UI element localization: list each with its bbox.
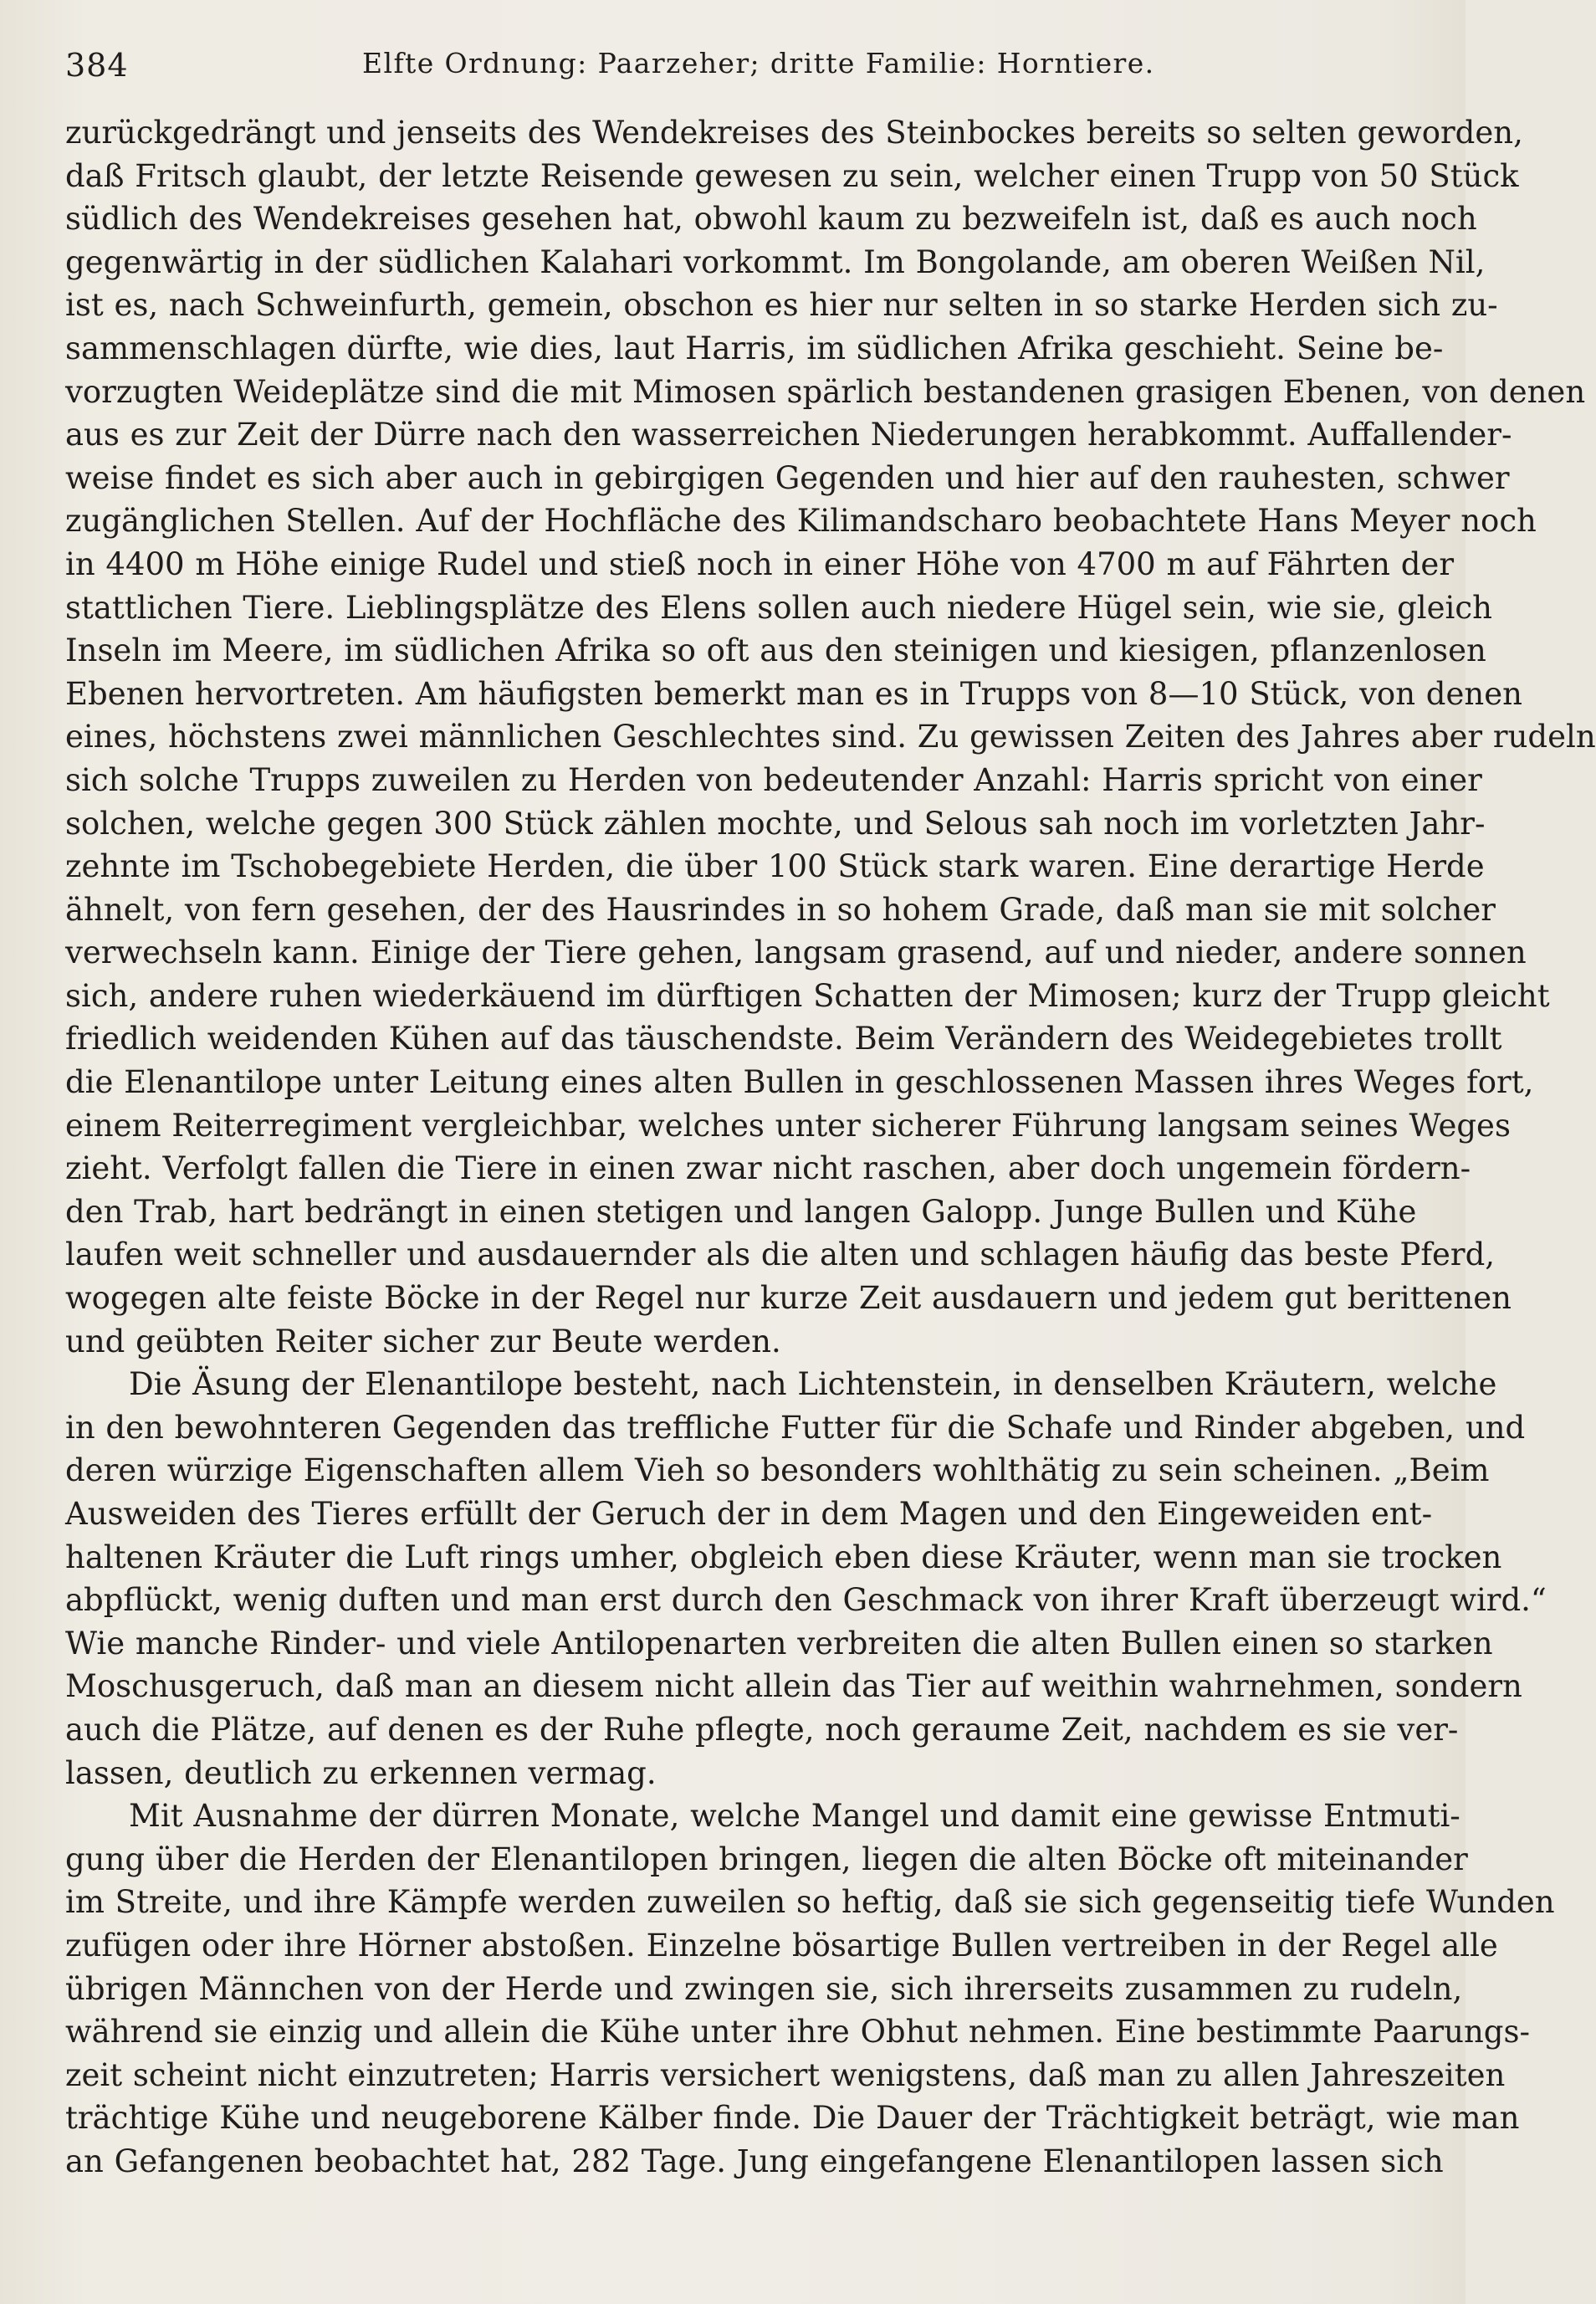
text-line: solchen, welche gegen 300 Stück zählen mochte, und Selous sah noch im vorletzten Jahr- (65, 805, 1486, 842)
text-line: eines, höchstens zwei männlichen Geschlechtes sind. Zu gewissen Zeiten des Jahres aber rudeln (65, 719, 1596, 755)
text-line: ähnelt, von fern gesehen, der des Hausrindes in so hohem Grade, daß man sie mit solcher (65, 891, 1496, 928)
text-line: zehnte im Tschobegebiete Herden, die über 100 Stück stark waren. Eine derartige Herde (65, 848, 1485, 885)
text-line: Ebenen hervortreten. Am häufigsten bemerkt man es in Trupps von 8—10 Stück, von denen (65, 675, 1522, 712)
text-line: ist es, nach Schweinfurth, gemein, obschon es hier nur selten in so starke Herden sich zu- (65, 287, 1498, 324)
text-line: in 4400 m Höhe einige Rudel und stieß noch in einer Höhe von 4700 m auf Fährten der (65, 545, 1455, 582)
text-line: übrigen Männchen von der Herde und zwingen sie, sich ihrerseits zusammen zu rudeln, (65, 1970, 1463, 2007)
page-number: 384 (65, 47, 129, 84)
text-line: Wie manche Rinder- und viele Antilopenarten verbreiten die alten Bullen einen so starken (65, 1625, 1493, 1661)
text-line: Die Äsung der Elenantilope besteht, nach Lichtenstein, in denselben Kräutern, welche (129, 1366, 1497, 1403)
paragraph-mating (65, 1795, 1555, 2183)
text-line: südlich des Wendekreises gesehen hat, obwohl kaum zu bezweifeln ist, daß es auch noch (65, 201, 1477, 238)
text-line: während sie einzig und allein die Kühe unter ihre Obhut nehmen. Eine bestimmte Paarungs- (65, 2014, 1530, 2051)
text-line: zieht. Verfolgt fallen die Tiere in einen zwar nicht raschen, aber doch ungemein fördern- (65, 1150, 1471, 1187)
text-line: sammenschlagen dürfte, wie dies, laut Harris, im südlichen Afrika geschieht. Seine be- (65, 330, 1444, 366)
page-header (65, 44, 1404, 90)
text-line: aus es zur Zeit der Dürre nach den wasserreichen Niederungen herabkommt. Auffallender- (65, 417, 1512, 453)
text-line: zugänglichen Stellen. Auf der Hochfläche des Kilimandscharo beobachtete Hans Meyer noch (65, 503, 1537, 540)
text-line: auch die Plätze, auf denen es der Ruhe pflegte, noch geraume Zeit, nachdem es sie ver- (65, 1711, 1459, 1748)
body-text (65, 111, 1596, 2184)
text-line: lassen, deutlich zu erkennen vermag. (65, 1754, 657, 1791)
text-line: und geübten Reiter sicher zur Beute werden. (65, 1323, 781, 1359)
text-line: daß Fritsch glaubt, der letzte Reisende gewesen zu sein, welcher einen Trupp von 50 Stück (65, 157, 1519, 194)
text-line: wogegen alte feiste Böcke in der Regel nur kurze Zeit ausdauern und jedem gut berittenen (65, 1280, 1512, 1317)
text-line: gung über die Herden der Elenantilopen bringen, liegen die alten Böcke oft miteinander (65, 1841, 1468, 1877)
text-line: zeit scheint nicht einzutreten; Harris versichert wenigstens, daß man zu allen Jahreszeiten (65, 2056, 1506, 2093)
text-line: gegenwärtig in der südlichen Kalahari vorkommt. Im Bongolande, am oberen Weißen Nil, (65, 243, 1486, 280)
text-line: abpflückt, wenig duften und man erst durch den Geschmack von ihrer Kraft überzeugt wird.“ (65, 1582, 1547, 1619)
text-line: sich solche Trupps zuweilen zu Herden von bedeutender Anzahl: Harris spricht von einer (65, 761, 1482, 798)
text-line: weise findet es sich aber auch in gebirgigen Gegenden und hier auf den rauhesten, schwer (65, 459, 1510, 496)
text-line: zufügen oder ihre Hörner abstoßen. Einzelne bösartige Bullen vertreiben in der Regel alle (65, 1927, 1498, 1964)
text-line: Inseln im Meere, im südlichen Afrika so oft aus den steinigen und kiesigen, pflanzenlosen (65, 632, 1486, 669)
text-line: trächtige Kühe und neugeborene Kälber finde. Die Dauer der Trächtigkeit beträgt, wie man (65, 2100, 1520, 2137)
text-line: laufen weit schneller und ausdauernder als die alten und schlagen häufig das beste Pferd, (65, 1236, 1496, 1273)
text-line: Moschusgeruch, daß man an diesem nicht allein das Tier auf weithin wahrnehmen, sondern (65, 1668, 1522, 1705)
text-line: sich, andere ruhen wiederkäuend im dürftigen Schatten der Mimosen; kurz der Trupp gleicht (65, 977, 1550, 1014)
text-line: vorzugten Weideplätze sind die mit Mimosen spärlich bestandenen grasigen Ebenen, von denen (65, 373, 1586, 410)
running-head: Elfte Ordnung: Paarzeher; dritte Familie: Horntiere. (362, 47, 1155, 79)
text-line: die Elenantilope unter Leitung eines alten Bullen in geschlossenen Massen ihres Weges fort, (65, 1064, 1534, 1101)
text-line: zurückgedrängt und jenseits des Wendekreises des Steinbockes bereits so selten geworden, (65, 115, 1523, 151)
text-line: an Gefangenen beobachtet hat, 282 Tage. Jung eingefangene Elenantilopen lassen sich (65, 2143, 1444, 2179)
text-line: verwechseln kann. Einige der Tiere gehen, langsam grasend, auf und nieder, andere sonnen (65, 934, 1527, 971)
text-line: den Trab, hart bedrängt in einen stetigen und langen Galopp. Junge Bullen und Kühe (65, 1193, 1417, 1230)
text-line: friedlich weidenden Kühen auf das täuschendste. Beim Verändern des Weidegebietes trollt (65, 1021, 1502, 1057)
text-line: in den bewohnteren Gegenden das treffliche Futter für die Schafe und Rinder abgeben, und (65, 1409, 1526, 1446)
text-line: deren würzige Eigenschaften allem Vieh so besonders wohlthätig zu sein scheinen. „Beim (65, 1452, 1490, 1489)
text-line: stattlichen Tiere. Lieblingsplätze des Elens sollen auch niedere Hügel sein, wie sie, gleich (65, 589, 1492, 626)
text-line: Ausweiden des Tieres erfüllt der Geruch der in dem Magen und den Eingeweiden ent- (65, 1496, 1433, 1532)
paragraph-distribution (65, 111, 1596, 1363)
paragraph-food (65, 1363, 1547, 1795)
text-line: einem Reiterregiment vergleichbar, welches unter sicherer Führung langsam seines Weges (65, 1107, 1511, 1144)
text-line: im Streite, und ihre Kämpfe werden zuweilen so heftig, daß sie sich gegenseitig tiefe Wunden (65, 1884, 1555, 1921)
text-line: haltenen Kräuter die Luft rings umher, obgleich eben diese Kräuter, wenn man sie trocken (65, 1539, 1502, 1575)
text-line: Mit Ausnahme der dürren Monate, welche Mangel und damit eine gewisse Entmuti- (129, 1798, 1460, 1835)
